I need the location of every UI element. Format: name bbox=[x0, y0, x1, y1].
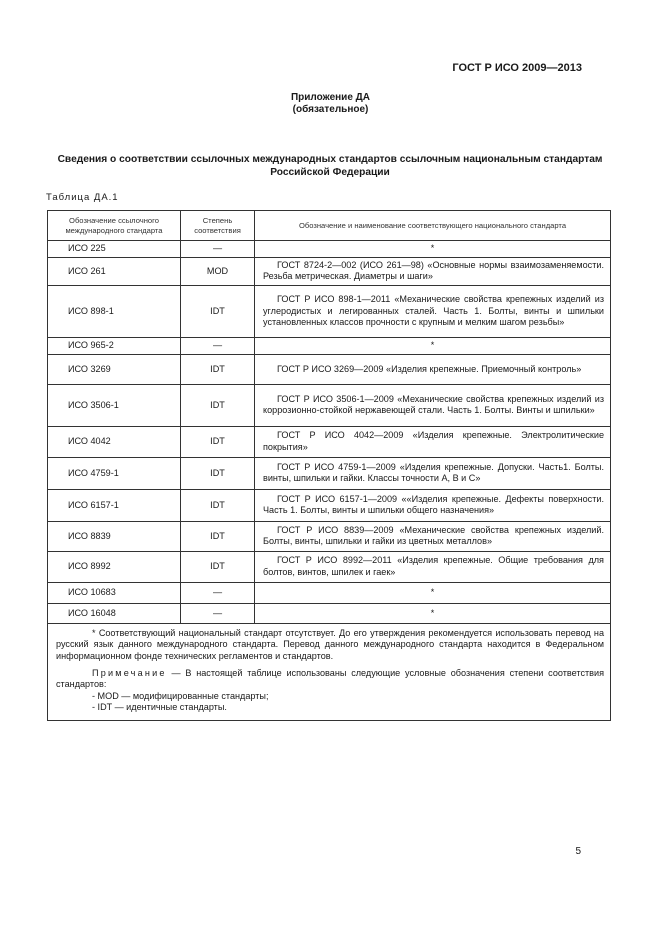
row-degree: IDT bbox=[181, 521, 255, 551]
row-code: ИСО 261 bbox=[48, 258, 181, 286]
row-code: ИСО 16048 bbox=[48, 603, 181, 623]
table-footnote-row bbox=[48, 623, 611, 720]
row-name: * bbox=[255, 582, 611, 603]
page-number: 5 bbox=[575, 846, 581, 857]
row-name: ГОСТ Р ИСО 3269—2009 «Изделия крепежные. Приемочный контроль» bbox=[255, 354, 611, 384]
table-row bbox=[48, 337, 611, 354]
note-label: Примечание bbox=[92, 668, 167, 679]
table-row bbox=[48, 426, 611, 457]
section-title: Сведения о соответствии ссылочных международных стандартов ссылочным национальным стандартам Российской Федерации bbox=[57, 154, 603, 178]
row-name: ГОСТ 8724-2—002 (ИСО 261—98) «Основные нормы взаимозаменяемости. Резьба метрическая. Диаметры и шаги» bbox=[255, 258, 611, 286]
table-row bbox=[48, 285, 611, 337]
annex-title: Приложение ДА bbox=[290, 92, 371, 103]
row-degree: — bbox=[181, 337, 255, 354]
table-row bbox=[48, 241, 611, 258]
row-degree: — bbox=[181, 582, 255, 603]
footnote-cell bbox=[48, 623, 611, 720]
table-row bbox=[48, 582, 611, 603]
header-name: Обозначение и наименование соответствующего национального стандарта bbox=[255, 211, 611, 241]
table-row bbox=[48, 258, 611, 286]
row-code: ИСО 10683 bbox=[48, 582, 181, 603]
correspondence-table bbox=[47, 210, 611, 721]
note bbox=[56, 668, 604, 691]
table-label: Таблица ДА.1 bbox=[46, 192, 119, 203]
note-item-idt: - IDT — идентичные стандарты. bbox=[92, 702, 227, 713]
row-code: ИСО 8839 bbox=[48, 521, 181, 551]
row-name: ГОСТ Р ИСО 3506-1—2009 «Механические свойства крепежных изделий из коррозионно-стойкой нержавеющей стали. Часть 1. Болты. Винты и шпильки» bbox=[255, 384, 611, 426]
row-name: ГОСТ Р ИСО 4042—2009 «Изделия крепежные. Электролитические покрытия» bbox=[255, 426, 611, 457]
header-degree: Степень соответствия bbox=[181, 211, 255, 241]
row-degree: IDT bbox=[181, 489, 255, 521]
note-item-mod: - MOD — модифицированные стандарты; bbox=[92, 690, 269, 701]
table-row bbox=[48, 457, 611, 489]
row-name: ГОСТ Р ИСО 8992—2011 «Изделия крепежные. Общие требования для болтов, винтов, шпилек и гаек» bbox=[255, 551, 611, 582]
row-name: ГОСТ Р ИСО 898-1—2011 «Механические свойства крепежных изделий из углеродистых и легированных сталей. Часть 1. Болты, винты и шпильки установленных классов прочности с крупным и мелким шагом резьбы» bbox=[255, 285, 611, 337]
row-code: ИСО 4759-1 bbox=[48, 457, 181, 489]
standard-code: ГОСТ Р ИСО 2009—2013 bbox=[452, 62, 582, 74]
row-code: ИСО 3269 bbox=[48, 354, 181, 384]
table-row bbox=[48, 489, 611, 521]
row-code: ИСО 965-2 bbox=[48, 337, 181, 354]
table-row bbox=[48, 521, 611, 551]
row-degree: IDT bbox=[181, 551, 255, 582]
row-code: ИСО 8992 bbox=[48, 551, 181, 582]
row-name: * bbox=[255, 337, 611, 354]
footnote: * Соответствующий национальный стандарт отсутствует. До его утверждения рекомендуется использовать перевод на русский язык данного международного стандарта. Перевод данного международного стандарта находится в Федеральном информационном фонде технических регламентов и стандартов. bbox=[56, 627, 604, 661]
row-degree: IDT bbox=[181, 426, 255, 457]
row-code: ИСО 6157-1 bbox=[48, 489, 181, 521]
row-name: * bbox=[255, 603, 611, 623]
table-row bbox=[48, 551, 611, 582]
table-row bbox=[48, 354, 611, 384]
annex-heading bbox=[0, 92, 661, 116]
row-name: ГОСТ Р ИСО 6157-1—2009 ««Изделия крепежные. Дефекты поверхности. Часть 1. Болты, винты и шпильки общего назначения» bbox=[255, 489, 611, 521]
row-name: ГОСТ Р ИСО 8839—2009 «Механические свойства крепежных изделий. Болты, винты, шпильки и гайки из цветных металлов» bbox=[255, 521, 611, 551]
row-code: ИСО 898-1 bbox=[48, 285, 181, 337]
table-row bbox=[48, 603, 611, 623]
header-code: Обозначение ссылочного международного стандарта bbox=[48, 211, 181, 241]
row-degree: — bbox=[181, 603, 255, 623]
row-degree: IDT bbox=[181, 285, 255, 337]
annex-status: (обязательное) bbox=[292, 104, 369, 115]
row-degree: IDT bbox=[181, 354, 255, 384]
row-name: ГОСТ Р ИСО 4759-1—2009 «Изделия крепежные. Допуски. Часть1. Болты. винты, шпильки и гайки. Классы точности А, В и С» bbox=[255, 457, 611, 489]
row-code: ИСО 225 bbox=[48, 241, 181, 258]
note-text: — В настоящей таблице использованы следующие условные обозначения степени соответствия стандартов: bbox=[56, 668, 604, 690]
row-code: ИСО 3506-1 bbox=[48, 384, 181, 426]
table-header-row bbox=[48, 211, 611, 241]
row-degree: IDT bbox=[181, 384, 255, 426]
row-name: * bbox=[255, 241, 611, 258]
row-degree: IDT bbox=[181, 457, 255, 489]
row-degree: MOD bbox=[181, 258, 255, 286]
row-degree: — bbox=[181, 241, 255, 258]
row-code: ИСО 4042 bbox=[48, 426, 181, 457]
table-row bbox=[48, 384, 611, 426]
